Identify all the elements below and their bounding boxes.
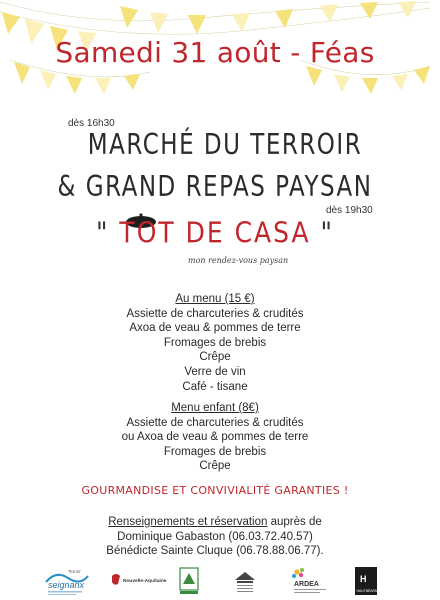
- contact-line: Dominique Gabaston (06.03.72.40.57): [117, 530, 313, 543]
- pennant-flag: [306, 66, 322, 86]
- menu-item: Verre de vin: [184, 365, 246, 378]
- seignanx-logo: [42, 566, 92, 596]
- seignanx-logo-text: seignanx: [48, 580, 85, 590]
- quote-close: ": [320, 215, 335, 250]
- meal-headline: & GRAND REPAS PAYSAN: [57, 170, 373, 204]
- menu-item: Café - tisane: [182, 380, 248, 393]
- contact-lead: Renseignements et réservation: [108, 516, 268, 528]
- contact-info: [0, 515, 430, 559]
- pennant-flag: [398, 1, 416, 18]
- menu-item: Axoa de veau & pommes de terre: [129, 322, 301, 335]
- pennant-flag: [95, 78, 111, 94]
- menu-item: ou Axoa de veau & pommes de terre: [121, 431, 309, 444]
- contact-line: Bénédicte Sainte Cluque (06.78.88.06.77).: [106, 545, 324, 558]
- pennant-flag: [66, 76, 82, 94]
- menu-item: Assiette de charcuteries & crudités: [126, 307, 304, 320]
- pennant-flag: [362, 78, 378, 94]
- meal-time: dès 19h30: [326, 205, 373, 216]
- nouvelle-aquitaine-logo: [106, 566, 167, 596]
- pennant-flag: [150, 12, 168, 33]
- menu-item: Fromages de brebis: [163, 445, 267, 458]
- ardea-logo: [290, 566, 332, 596]
- pennant-flag: [334, 74, 350, 92]
- market-headline: MARCHÉ DU TERROIR: [87, 128, 363, 162]
- contact-lead-rest: auprès de: [267, 516, 322, 528]
- pennant-flag: [2, 12, 20, 34]
- pennant-flag: [232, 13, 250, 32]
- event-title: Samedi 31 août - Féas: [55, 36, 375, 69]
- svg-text:H: H: [360, 574, 367, 584]
- pennant-flag: [40, 70, 56, 90]
- pennant-flag: [320, 4, 338, 22]
- brand-text: TOT DE CASA: [119, 215, 311, 250]
- brand-name: [0, 216, 430, 249]
- parc-logo: [178, 566, 200, 596]
- seignanx-logo-top: Terroir: [68, 569, 81, 574]
- pennant-flag: [120, 6, 138, 28]
- menu-item: Fromages de brebis: [163, 336, 267, 349]
- pennant-flag: [275, 9, 293, 28]
- adult-menu-heading: Au menu (15 €): [175, 293, 255, 305]
- chamber-logo: [232, 566, 258, 596]
- pennant-flag: [188, 15, 206, 34]
- hautbearn-text: HAUTBÉARN: [356, 589, 378, 593]
- pennant-flag: [392, 74, 408, 90]
- brand-tagline: mon rendez-vous paysan: [188, 256, 289, 265]
- partner-logos: [0, 566, 430, 600]
- menu-item: Crêpe: [199, 460, 231, 473]
- menu-item: Crêpe: [199, 351, 231, 364]
- quote-open: ": [95, 215, 110, 250]
- slogan: GOURMANDISE ET CONVIVIALITÉ GARANTIES !: [81, 484, 349, 497]
- market-time: dès 16h30: [68, 118, 115, 129]
- contact-lead-line: [0, 515, 430, 530]
- ardea-text: ARDEA: [294, 581, 319, 588]
- nouvelle-aquitaine-text: Nouvelle-Aquitaine: [123, 579, 167, 584]
- child-menu-heading: Menu enfant (8€): [171, 402, 259, 414]
- pennant-flag: [360, 2, 378, 19]
- adult-menu: [0, 292, 430, 394]
- child-menu: [0, 401, 430, 474]
- hautbearn-logo: [354, 566, 378, 596]
- menu-item: Assiette de charcuteries & crudités: [126, 416, 304, 429]
- pennant-flag: [124, 74, 140, 90]
